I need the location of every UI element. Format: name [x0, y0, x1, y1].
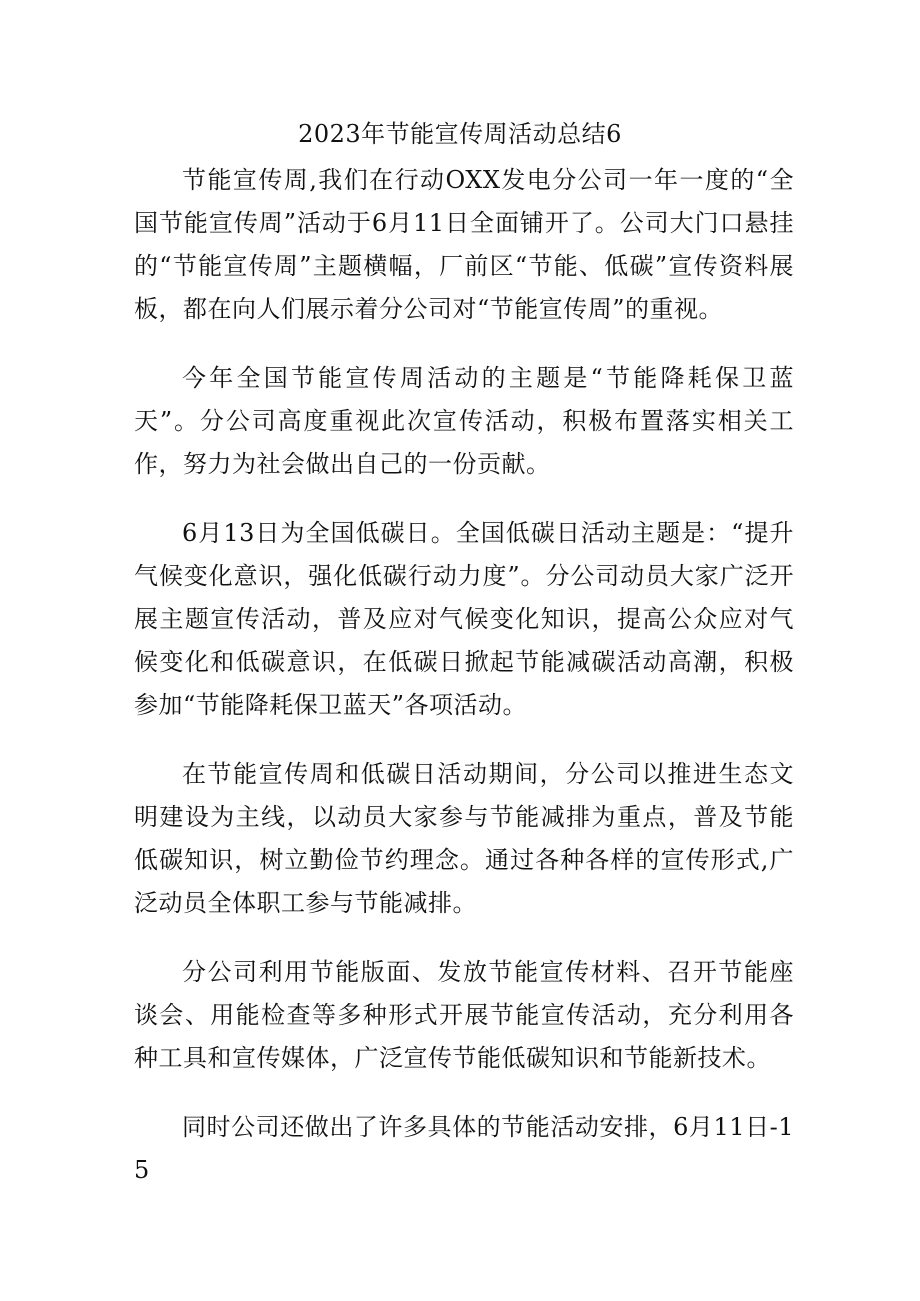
- document-body: [134, 159, 794, 1192]
- paragraph-1: 节能宣传周,我们在行动OXX发电分公司一年一度的“全国节能宣传周”活动于6月11日全面铺开了。公司大门口悬挂的“节能宣传周”主题横幅，厂前区“节能、低碳”宣传资料展板，都在向人们展示着分公司对“节能宣传周”的重视。: [134, 166, 794, 323]
- paragraph-2: 今年全国节能宣传周活动的主题是“节能降耗保卫蓝天”。分公司高度重视此次宣传活动，积极布置落实相关工作，努力为社会做出自己的一份贡献。: [134, 364, 794, 478]
- document-title: 2023年节能宣传周活动总结6: [298, 120, 622, 148]
- paragraph-6: 同时公司还做出了许多具体的节能活动安排，6月11日-15: [134, 1113, 794, 1184]
- paragraph-4: 在节能宣传周和低碳日活动期间，分公司以推进生态文明建设为主线，以动员大家参与节能减排为重点，普及节能低碳知识，树立勤俭节约理念。通过各种各样的宣传形式,广泛动员全体职工参与节能减排。: [134, 760, 794, 917]
- paragraph-5: 分公司利用节能版面、发放节能宣传材料、召开节能座谈会、用能检查等多种形式开展节能宣传活动，充分利用各种工具和宣传媒体，广泛宣传节能低碳知识和节能新技术。: [134, 958, 794, 1072]
- paragraph-3: 6月13日为全国低碳日。全国低碳日活动主题是：“提升气候变化意识，强化低碳行动力度”。分公司动员大家广泛开展主题宣传活动，普及应对气候变化知识，提高公众应对气候变化和低碳意识，在低碳日掀起节能减碳活动高潮，积极参加“节能降耗保卫蓝天”各项活动。: [134, 519, 794, 719]
